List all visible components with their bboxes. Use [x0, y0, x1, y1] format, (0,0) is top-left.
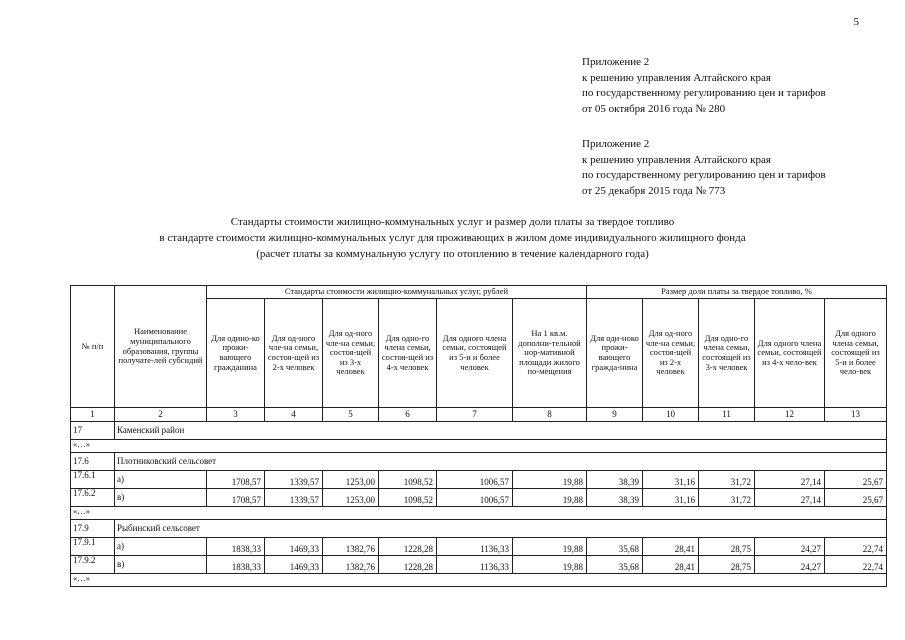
column-number: 10 [643, 408, 699, 422]
value-cell: 19,88 [513, 556, 587, 574]
appendix-line: по государственному регулированию цен и тарифов [582, 169, 826, 182]
column-number: 4 [265, 408, 323, 422]
section-row [71, 520, 887, 538]
column-number: 2 [115, 408, 207, 422]
column-number: 5 [323, 408, 379, 422]
column-number: 13 [825, 408, 887, 422]
section-row [71, 453, 887, 471]
ellipsis-mark: «…» [71, 507, 887, 520]
appendix-block-1 [582, 55, 826, 117]
column-number: 6 [379, 408, 437, 422]
value-cell: 28,75 [699, 538, 755, 556]
col-header: Для од-ного чле-на семьи, состоя-щей из 3-х человек [323, 299, 379, 408]
value-cell: 28,41 [643, 538, 699, 556]
section-name: Плотниковский сельсовет [115, 453, 887, 471]
value-cell: 1228,28 [379, 556, 437, 574]
value-cell: 35,68 [587, 538, 643, 556]
value-cell: 19,88 [513, 489, 587, 507]
table-row [71, 538, 887, 556]
value-cell: 28,75 [699, 556, 755, 574]
value-cell: 1382,76 [323, 556, 379, 574]
row-code: 17.6 [71, 453, 115, 471]
value-cell: 1838,33 [207, 556, 265, 574]
ellipsis-mark: «…» [71, 574, 887, 587]
standards-table [70, 285, 887, 587]
section-row [71, 422, 887, 440]
value-cell: 38,39 [587, 489, 643, 507]
column-number-row [71, 408, 887, 422]
row-code: 17.6.2 [71, 489, 115, 507]
value-cell: 25,67 [825, 489, 887, 507]
col-header-number: № п/п [71, 286, 115, 408]
title-line: (расчет платы за коммунальную услугу по отоплению в течение календарного года) [256, 248, 649, 260]
column-number: 7 [437, 408, 513, 422]
col-header: Для од-ного чле-на семьи, состоя-щей из 2-х человек [265, 299, 323, 408]
table-row [71, 556, 887, 574]
value-cell: 19,88 [513, 538, 587, 556]
value-cell: 1339,57 [265, 471, 323, 489]
value-cell: 27,14 [755, 489, 825, 507]
row-group: в) [115, 556, 207, 574]
ellipsis-row [71, 440, 887, 453]
value-cell: 1136,33 [437, 556, 513, 574]
value-cell: 1136,33 [437, 538, 513, 556]
document-title [0, 214, 905, 262]
row-group: а) [115, 471, 207, 489]
column-number: 1 [71, 408, 115, 422]
appendix-line: Приложение 2 [582, 138, 650, 150]
value-cell: 1838,33 [207, 538, 265, 556]
row-code: 17.9 [71, 520, 115, 538]
value-cell: 1469,33 [265, 538, 323, 556]
col-header: Для од-ного чле-на семьи, состоя-щей из 2-х человек [643, 299, 699, 408]
appendix-line: к решению управления Алтайского края [582, 71, 771, 84]
row-group: в) [115, 489, 207, 507]
value-cell: 35,68 [587, 556, 643, 574]
col-header: Для оди-ноко прожи-вающего гражда-нина [587, 299, 643, 408]
value-cell: 27,14 [755, 471, 825, 489]
group-header-share: Размер доли платы за твердое топливо, % [587, 286, 887, 299]
col-header: На 1 кв.м. дополни-тельной нор-мативной площади жилого по-мещения [513, 299, 587, 408]
col-header-name: Наименование муниципального образования, группы получате-лей субсидий [115, 286, 207, 408]
value-cell: 25,67 [825, 471, 887, 489]
value-cell: 1006,57 [437, 489, 513, 507]
value-cell: 1098,52 [379, 471, 437, 489]
ellipsis-mark: «…» [71, 440, 887, 453]
row-code: 17.9.2 [71, 556, 115, 574]
section-name: Рыбинский сельсовет [115, 520, 887, 538]
column-number: 12 [755, 408, 825, 422]
value-cell: 1382,76 [323, 538, 379, 556]
value-cell: 1253,00 [323, 471, 379, 489]
appendix-line: от 05 октября 2016 года № 280 [582, 102, 726, 115]
page-number: 5 [853, 16, 859, 28]
value-cell: 31,16 [643, 471, 699, 489]
value-cell: 19,88 [513, 471, 587, 489]
ellipsis-row [71, 507, 887, 520]
table-row [71, 489, 887, 507]
title-line: Стандарты стоимости жилищно-коммунальных услуг и размер доли платы за твердое топливо [230, 216, 675, 228]
column-number: 8 [513, 408, 587, 422]
appendix-line: к решению управления Алтайского края [582, 153, 771, 166]
table-row [71, 471, 887, 489]
value-cell: 22,74 [825, 538, 887, 556]
value-cell: 1708,57 [207, 471, 265, 489]
section-name: Каменский район [115, 422, 887, 440]
value-cell: 1098,52 [379, 489, 437, 507]
row-group: а) [115, 538, 207, 556]
value-cell: 28,41 [643, 556, 699, 574]
value-cell: 31,72 [699, 471, 755, 489]
value-cell: 1228,28 [379, 538, 437, 556]
column-number: 9 [587, 408, 643, 422]
group-header-standards: Стандарты стоимости жилищно-коммунальных услуг, рублей [207, 286, 587, 299]
col-header: Для одного члена семьи, состоящей из 4-х чело-век [755, 299, 825, 408]
col-header: Для одино-ко прожи-вающего гражданина [207, 299, 265, 408]
column-number: 11 [699, 408, 755, 422]
col-header: Для одного члена семьи, состоящей из 5-и и более человек [437, 299, 513, 408]
value-cell: 1253,00 [323, 489, 379, 507]
value-cell: 31,72 [699, 489, 755, 507]
value-cell: 24,27 [755, 556, 825, 574]
value-cell: 1708,57 [207, 489, 265, 507]
value-cell: 22,74 [825, 556, 887, 574]
row-code: 17 [71, 422, 115, 440]
value-cell: 38,39 [587, 471, 643, 489]
value-cell: 1469,33 [265, 556, 323, 574]
ellipsis-row [71, 574, 887, 587]
col-header: Для одно-го члена семьи, состоящей из 3-х человек [699, 299, 755, 408]
value-cell: 1339,57 [265, 489, 323, 507]
appendix-line: Приложение 2 [582, 56, 650, 68]
col-header: Для одного члена семьи, состоящей из 5-и и более чело-век [825, 299, 887, 408]
value-cell: 24,27 [755, 538, 825, 556]
col-header: Для одно-го члена семьи, состоя-щей из 4-х человек [379, 299, 437, 408]
column-number: 3 [207, 408, 265, 422]
value-cell: 31,16 [643, 489, 699, 507]
title-line: в стандарте стоимости жилищно-коммунальных услуг для проживающих в жилом доме индивидуального жилищного фонда [159, 232, 746, 244]
value-cell: 1006,57 [437, 471, 513, 489]
appendix-line: по государственному регулированию цен и тарифов [582, 87, 826, 100]
appendix-block-2 [582, 137, 826, 199]
row-code: 17.6.1 [71, 471, 115, 489]
appendix-line: от 25 декабря 2015 года № 773 [582, 184, 726, 197]
row-code: 17.9.1 [71, 538, 115, 556]
